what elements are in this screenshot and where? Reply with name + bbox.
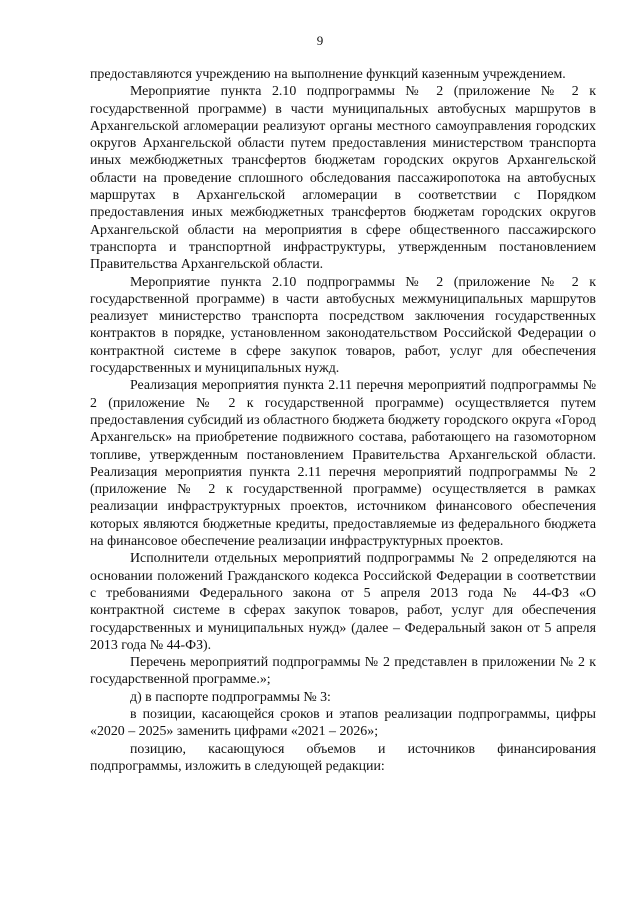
paragraph-list-of-measures: Перечень мероприятий подпрограммы № 2 представлен в приложении № 2 к государственной программе.»; [90,655,596,688]
document-body [90,66,596,775]
paragraph-measure-2-10-intermunicipal: Мероприятие пункта 2.10 подпрограммы № 2 (приложение № 2 к государственной программе) в части автобусных межмуниципальных маршрутов реализует министерство транспорта посредством заключения государственных контрактов в порядке, установленном законодательством Российской Федерации о контрактной системе в сфере закупок товаров, работ, услуг для обеспечения государственных и муниципальных нужд. [90,274,596,377]
paragraph-executors: Исполнители отдельных мероприятий подпрограммы № 2 определяются на основании положений Гражданского кодекса Российской Федерации в соответствии с требованиями Федерального закона от 5 апреля 2013 года № 44-ФЗ «О контрактной системе в сферах закупок товаров, работ, услуг для обеспечения государственных и муниципальных нужд» (далее – Федеральный закон от 5 апреля 2013 года № 44-ФЗ). [90,551,596,653]
paragraph-dates-change: в позиции, касающейся сроков и этапов реализации подпрограммы, цифры «2020 – 2025» заменить цифрами «2021 – 2026»; [90,706,596,740]
page-number: 9 [316,33,324,48]
paragraph-item-d: д) в паспорте подпрограммы № 3: [130,689,331,705]
paragraph-measure-2-10-municipal: Мероприятие пункта 2.10 подпрограммы № 2 (приложение № 2 к государственной программе) в части муниципальных автобусных маршрутов в Архангельской агломерации реализуют органы местного самоуправления городских округов Архангельской области путем предоставления министерством транспорта иных межбюджетных трансфертов бюджетам городских округов Архангельской области на проведение сплошного обследования пассажиропотока на автобусных маршрутах в Архангельской агломерации в соответствии с Порядком предоставления иных межбюджетных трансфертов бюджетам городских округов Архангельской области на мероприятия в сфере общественного пассажирского транспорта и транспортной инфраструктуры, утвержденным постановлением Правительства Архангельской области. [90,84,596,273]
paragraph-financing-position: позицию, касающуюся объемов и источников финансирования подпрограммы, изложить в следующей редакции: [90,741,596,774]
paragraph-continuation: предоставляются учреждению на выполнение функций казенным учреждением. [90,67,566,82]
paragraph-measure-2-11: Реализация мероприятия пункта 2.11 перечня мероприятий подпрограммы № 2 (приложение № 2 к государственной программе) осуществляется путем предоставления субсидий из областного бюджета бюджету городского округа «Город Архангельск» на приобретение подвижного состава, работающего на газомоторном топливе, утвержденным постановлением Правительства Архангельской области. Реализация мероприятия пункта 2.11 перечня мероприятий подпрограммы № 2 (приложение № 2 к государственной программе) осуществляется в рамках реализации инфраструктурных проектов, источником финансового обеспечения которых являются бюджетные кредиты, предоставляемые из федерального бюджета на финансовое обеспечение реализации инфраструктурных проектов. [90,378,596,550]
